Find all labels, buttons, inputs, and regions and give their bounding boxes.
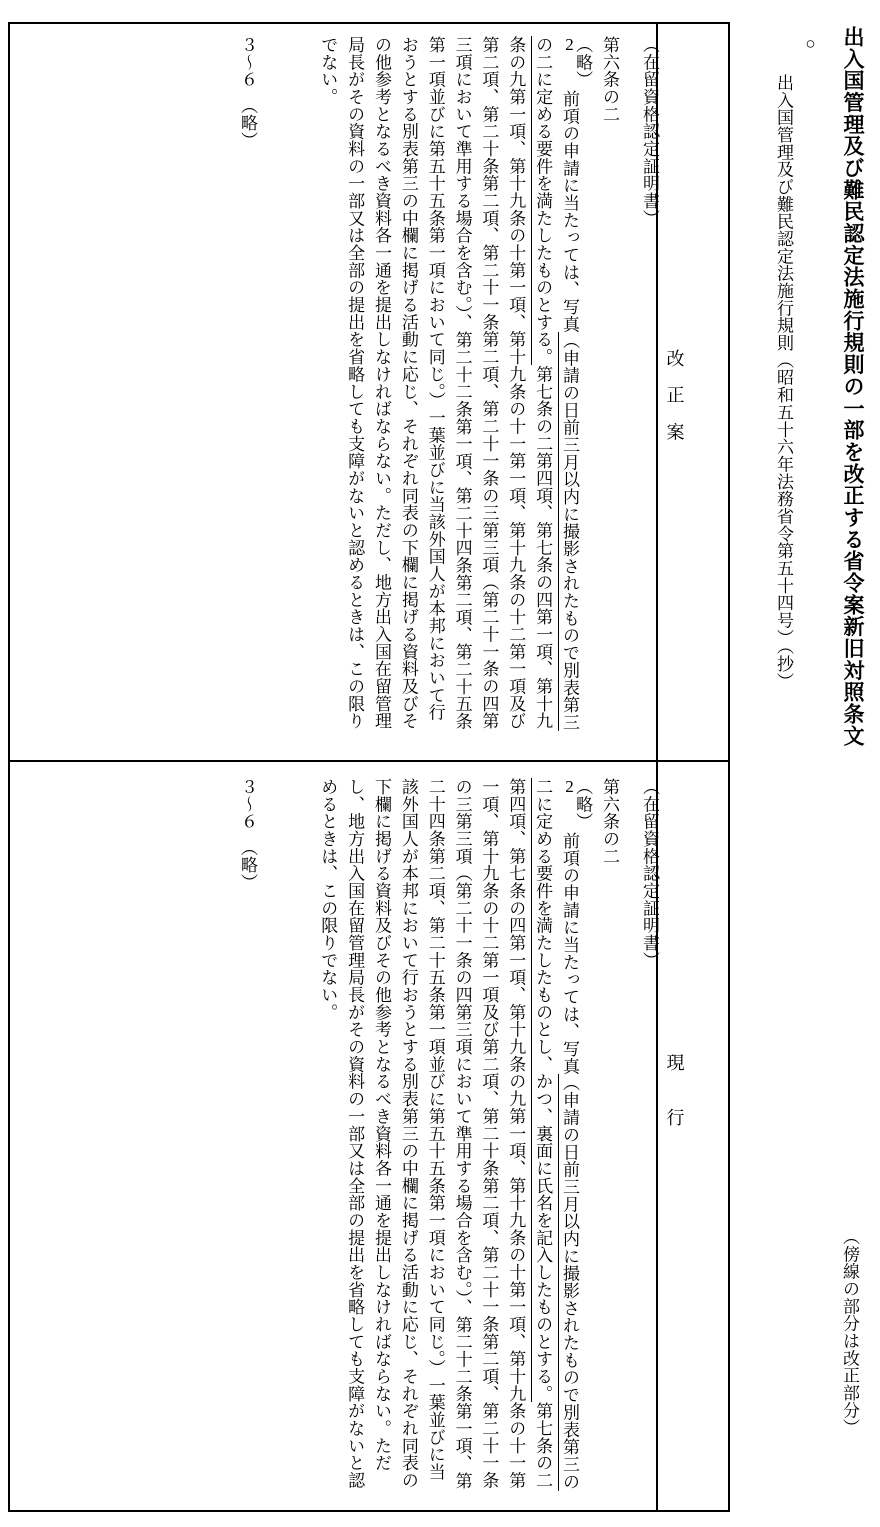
amendment-underline: （申請の日前三月以内に撮影されたもので別表第三の二に定める要件を満たしたものとし、かつ、裏面に氏名を記入したものとする。	[533, 778, 579, 1491]
amendment-paragraph	[313, 36, 582, 736]
amendment-section-heading: （在留資格認定証明書）	[640, 36, 659, 227]
column-header-current: 現 行	[664, 1053, 685, 1127]
amendment-paragraph-text: 前項の申請に当たっては、写真（申請の日前三月以内に撮影されたもので別表第三の二に定める要件を満たしたものとする。第七条の二第四項、第七条の四第一項、第十九条の九第一項、第十九条の十第一項、第十九条の十一第一項、第十九条の十二第一項及び第二項、第二十条第二項、第二十一条第二項、第二十一条の三第三項（第二十一条の四第三項において準用する場合を含む。）、第二十二条第一項、第二十四条第二項、第二十五条第一項並びに第五十五条第一項において同じ。）一葉並びに当該外国人が本邦において行おうとする別表第三の中欄に掲げる活動に応じ、それぞれ同表の下欄に掲げる資料及びその他参考となるべき資料各一通を提出しなければならない。ただし、地方出入国在留管理局長がその資料の一部又は全部の提出を省略しても支障がないと認めるときは、この限りでない。	[318, 36, 579, 732]
amendment-trailing-paragraphs: ３〜６ （略）	[238, 36, 257, 149]
current-paragraph-number: 2	[565, 778, 574, 795]
page-title: 出入国管理及び難民認定法施行規則の一部を改正する省令案新旧対照条文	[841, 26, 865, 747]
current-trailing-paragraphs: ３〜６ （略）	[238, 778, 257, 891]
current-section-heading: （在留資格認定証明書）	[640, 778, 659, 969]
current-paragraph-text: 前項の申請に当たっては、写真（申請の日前三月以内に撮影されたもので別表第三の二に定める要件を満たしたものとし、かつ、裏面に氏名を記入したものとする。第七条の二第四項、第七条の四第一項、第十九条の九第一項、第十九条の十第一項、第十九条の十一第一項、第十九条の十二第一項及び第二項、第二十条第二項、第二十一条第二項、第二十一条の三第三項（第二十一条の四第三項において準用する場合を含む。）、第二十二条第一項、第二十四条第二項、第二十五条第一項並びに第五十五条第一項において同じ。）一葉並びに当該外国人が本邦において行おうとする別表第三の中欄に掲げる活動に応じ、それぞれ同表の下欄に掲げる資料及びその他参考となるべき資料各一通を提出しなければならない。ただし、地方出入国在留管理局長がその資料の一部又は全部の提出を省略しても支障がないと認めるときは、この限りでない。	[318, 778, 579, 1491]
amendment-paragraph-number: 2	[565, 36, 574, 53]
law-marker: ○	[801, 34, 820, 54]
current-paragraph	[313, 778, 582, 1493]
column-header-amendment: 改 正 案	[664, 349, 685, 441]
law-name: 出入国管理及び難民認定法施行規則（昭和五十六年法務省令第五十四号）（抄）	[774, 74, 793, 690]
amendment-article-line: 第六条の二 （略）	[573, 36, 619, 141]
amendment-underline: （申請の日前三月以内に撮影されたもので別表第三の二に定める要件を満たしたものとする。	[533, 36, 579, 732]
table-row-divider	[8, 760, 730, 762]
current-article-line: 第六条の二 （略）	[573, 778, 619, 883]
amendment-note: （傍線の部分は改正部分）	[840, 1228, 859, 1437]
